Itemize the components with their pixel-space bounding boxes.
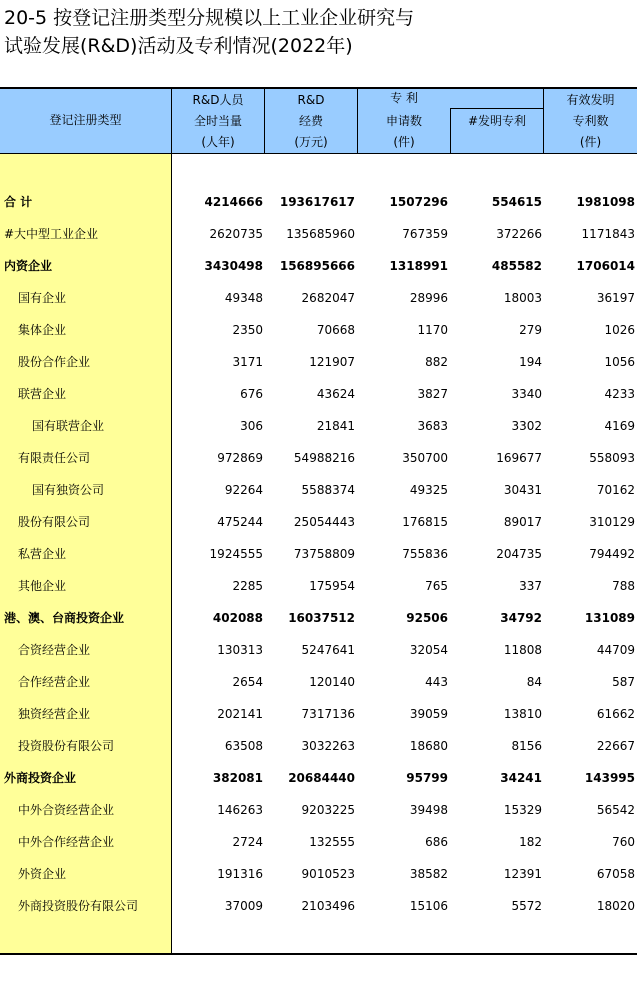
header-valid-invention-patents-line1: 有效发明 [566,93,615,107]
cell-rd-personnel: 63508 [224,739,263,753]
cell-patent-applications: 765 [425,579,448,593]
table-row [0,570,637,602]
cell-patent-applications: 686 [425,835,448,849]
cell-rd-expenditure: 132555 [309,835,355,849]
header-rd-personnel-line2: 全时当量 [193,114,242,128]
header-invention-patents: #发明专利 [467,114,527,128]
row-label: 港、澳、台商投资企业 [4,611,125,625]
cell-invention-patents: 11808 [503,643,542,657]
header-rd-personnel-unit: (人年) [201,135,235,149]
cell-valid-invention-patents: 788 [612,579,635,593]
cell-invention-patents: 89017 [503,515,542,529]
table-row [0,442,637,474]
cell-invention-patents: 8156 [511,739,542,753]
row-label: 合 计 [4,195,33,209]
header-rd-expenditure-unit: (万元) [294,135,328,149]
cell-invention-patents: 204735 [496,547,542,561]
cell-rd-personnel: 972869 [217,451,263,465]
row-label: 中外合资经营企业 [18,803,115,817]
cell-valid-invention-patents: 1026 [604,323,635,337]
cell-rd-expenditure: 5588374 [301,483,355,497]
row-label: 外商投资股份有限公司 [18,899,139,913]
row-label: 独资经营企业 [18,707,91,721]
cell-invention-patents: 13810 [503,707,542,721]
table-row [0,698,637,730]
row-label: 股份合作企业 [18,355,91,369]
cell-patent-applications: 92506 [406,611,448,625]
header-valid-invention-patents-line2: 专利数 [572,114,609,128]
cell-invention-patents: 194 [519,355,542,369]
cell-patent-applications: 443 [425,675,448,689]
row-label: 中外合作经营企业 [18,835,115,849]
table-row [0,666,637,698]
cell-rd-personnel: 4214666 [204,195,263,209]
cell-rd-personnel: 2350 [232,323,263,337]
cell-valid-invention-patents: 1056 [604,355,635,369]
cell-valid-invention-patents: 760 [612,835,635,849]
row-label: 私营企业 [18,547,67,561]
cell-rd-personnel: 191316 [217,867,263,881]
row-label: 集体企业 [18,323,67,337]
cell-rd-expenditure: 25054443 [293,515,355,529]
header-rd-personnel-line1: R&D人员 [192,93,244,107]
cell-invention-patents: 30431 [503,483,542,497]
table-row [0,250,637,282]
cell-rd-expenditure: 2682047 [301,291,355,305]
cell-patent-applications: 15106 [409,899,448,913]
table-row [0,282,637,314]
cell-invention-patents: 84 [526,675,542,689]
cell-patent-applications: 3827 [417,387,448,401]
cell-rd-expenditure: 9203225 [301,803,355,817]
header-valid-invention-patents-unit: (件) [579,135,602,149]
cell-invention-patents: 554615 [491,195,542,209]
cell-invention-patents: 372266 [496,227,542,241]
cell-valid-invention-patents: 1981098 [576,195,635,209]
cell-patent-applications: 18680 [409,739,448,753]
cell-patent-applications: 350700 [402,451,448,465]
cell-rd-expenditure: 7317136 [301,707,355,721]
cell-rd-personnel: 2285 [232,579,263,593]
cell-invention-patents: 5572 [511,899,542,913]
header-top-rule [0,87,637,89]
patent-group-rule [450,108,543,109]
header-patent-group: 专 利 [390,91,418,105]
row-label: 合资经营企业 [18,643,91,657]
cell-rd-personnel: 676 [240,387,263,401]
table-row [0,858,637,890]
cell-rd-expenditure: 9010523 [301,867,355,881]
cell-patent-applications: 38582 [409,867,448,881]
cell-valid-invention-patents: 56542 [596,803,635,817]
cell-patent-applications: 28996 [409,291,448,305]
cell-rd-expenditure: 121907 [309,355,355,369]
table-row [0,506,637,538]
header-rd-expenditure [265,90,357,153]
cell-invention-patents: 12391 [503,867,542,881]
cell-valid-invention-patents: 44709 [596,643,635,657]
cell-rd-expenditure: 135685960 [286,227,355,241]
cell-rd-expenditure: 70668 [316,323,355,337]
cell-invention-patents: 485582 [491,259,542,273]
row-label: 合作经营企业 [18,675,91,689]
header-register-type: 登记注册类型 [49,113,122,127]
cell-patent-applications: 882 [425,355,448,369]
row-label: 国有独资公司 [32,483,105,497]
cell-rd-personnel: 3171 [232,355,263,369]
header-rd-personnel [172,90,264,153]
cell-valid-invention-patents: 4233 [604,387,635,401]
cell-patent-applications: 1318991 [389,259,448,273]
cell-rd-personnel: 92264 [224,483,263,497]
cell-invention-patents: 34792 [500,611,542,625]
table-row [0,538,637,570]
title-line-1: 20-5 按登记注册类型分规模以上工业企业研究与 [4,7,415,29]
cell-valid-invention-patents: 143995 [584,771,635,785]
cell-patent-applications: 1170 [417,323,448,337]
cell-rd-expenditure: 120140 [309,675,355,689]
table-row [0,186,637,218]
cell-valid-invention-patents: 22667 [596,739,635,753]
cell-rd-personnel: 475244 [217,515,263,529]
cell-valid-invention-patents: 131089 [584,611,635,625]
cell-valid-invention-patents: 587 [612,675,635,689]
header-patent-applications-unit: (件) [393,135,415,149]
cell-rd-personnel: 382081 [212,771,263,785]
cell-rd-personnel: 146263 [217,803,263,817]
cell-rd-personnel: 49348 [224,291,263,305]
cell-rd-personnel: 306 [240,419,263,433]
table-row [0,346,637,378]
table-row [0,730,637,762]
row-label: 国有企业 [18,291,67,305]
cell-patent-applications: 755836 [402,547,448,561]
row-label: 股份有限公司 [18,515,91,529]
header-patent-applications [358,111,450,153]
cell-valid-invention-patents: 4169 [604,419,635,433]
cell-valid-invention-patents: 1706014 [576,259,635,273]
title-line-2: 试验发展(R&D)活动及专利情况(2022年) [4,35,353,57]
cell-rd-expenditure: 175954 [309,579,355,593]
cell-valid-invention-patents: 18020 [596,899,635,913]
table-row [0,826,637,858]
cell-rd-expenditure: 20684440 [288,771,355,785]
cell-rd-personnel: 2620735 [209,227,263,241]
cell-invention-patents: 3302 [511,419,542,433]
cell-invention-patents: 34241 [500,771,542,785]
row-label: #大中型工业企业 [4,227,99,241]
table-row [0,634,637,666]
table-row [0,378,637,410]
cell-rd-personnel: 3430498 [204,259,263,273]
row-label: 投资股份有限公司 [18,739,115,753]
cell-rd-expenditure: 21841 [316,419,355,433]
cell-rd-expenditure: 156895666 [279,259,355,273]
row-label: 国有联营企业 [32,419,105,433]
cell-rd-expenditure: 2103496 [301,899,355,913]
row-label: 有限责任公司 [18,451,91,465]
cell-rd-personnel: 202141 [217,707,263,721]
cell-patent-applications: 176815 [402,515,448,529]
cell-patent-applications: 39498 [409,803,448,817]
cell-rd-personnel: 2654 [232,675,263,689]
cell-rd-expenditure: 3032263 [301,739,355,753]
table-row [0,218,637,250]
table-bottom-rule [0,953,637,955]
cell-rd-expenditure: 73758809 [293,547,355,561]
cell-rd-expenditure: 43624 [316,387,355,401]
cell-rd-personnel: 402088 [212,611,263,625]
cell-patent-applications: 3683 [417,419,448,433]
header-valid-invention-patents [544,90,637,153]
header-patent-applications-line1: 申请数 [385,114,422,128]
table-row [0,474,637,506]
cell-patent-applications: 49325 [409,483,448,497]
header-rd-expenditure-line2: 经费 [298,114,323,128]
cell-invention-patents: 337 [519,579,542,593]
row-label: 其他企业 [18,579,67,593]
row-label: 外资企业 [18,867,67,881]
cell-rd-expenditure: 193617617 [279,195,355,209]
cell-rd-personnel: 2724 [232,835,263,849]
cell-valid-invention-patents: 1171843 [581,227,635,241]
table-row [0,410,637,442]
cell-invention-patents: 279 [519,323,542,337]
cell-invention-patents: 15329 [503,803,542,817]
cell-valid-invention-patents: 36197 [596,291,635,305]
cell-rd-personnel: 130313 [217,643,263,657]
cell-patent-applications: 1507296 [389,195,448,209]
cell-patent-applications: 39059 [409,707,448,721]
cell-valid-invention-patents: 61662 [596,707,635,721]
cell-rd-expenditure: 16037512 [288,611,355,625]
cell-patent-applications: 32054 [409,643,448,657]
cell-valid-invention-patents: 558093 [589,451,635,465]
cell-rd-personnel: 1924555 [209,547,263,561]
cell-invention-patents: 18003 [503,291,542,305]
table-row [0,762,637,794]
cell-rd-expenditure: 5247641 [301,643,355,657]
row-label: 外商投资企业 [4,771,77,785]
cell-patent-applications: 95799 [406,771,448,785]
row-label: 联营企业 [18,387,67,401]
cell-patent-applications: 767359 [402,227,448,241]
cell-invention-patents: 169677 [496,451,542,465]
table-row [0,794,637,826]
table-row [0,602,637,634]
cell-invention-patents: 182 [519,835,542,849]
cell-valid-invention-patents: 67058 [596,867,635,881]
cell-valid-invention-patents: 794492 [589,547,635,561]
row-label: 内资企业 [4,259,53,273]
page-title [4,4,414,60]
cell-invention-patents: 3340 [511,387,542,401]
cell-rd-expenditure: 54988216 [293,451,355,465]
cell-valid-invention-patents: 70162 [596,483,635,497]
cell-valid-invention-patents: 310129 [589,515,635,529]
table-row [0,314,637,346]
table-row [0,890,637,922]
cell-rd-personnel: 37009 [224,899,263,913]
header-rd-expenditure-line1: R&D [297,93,325,107]
